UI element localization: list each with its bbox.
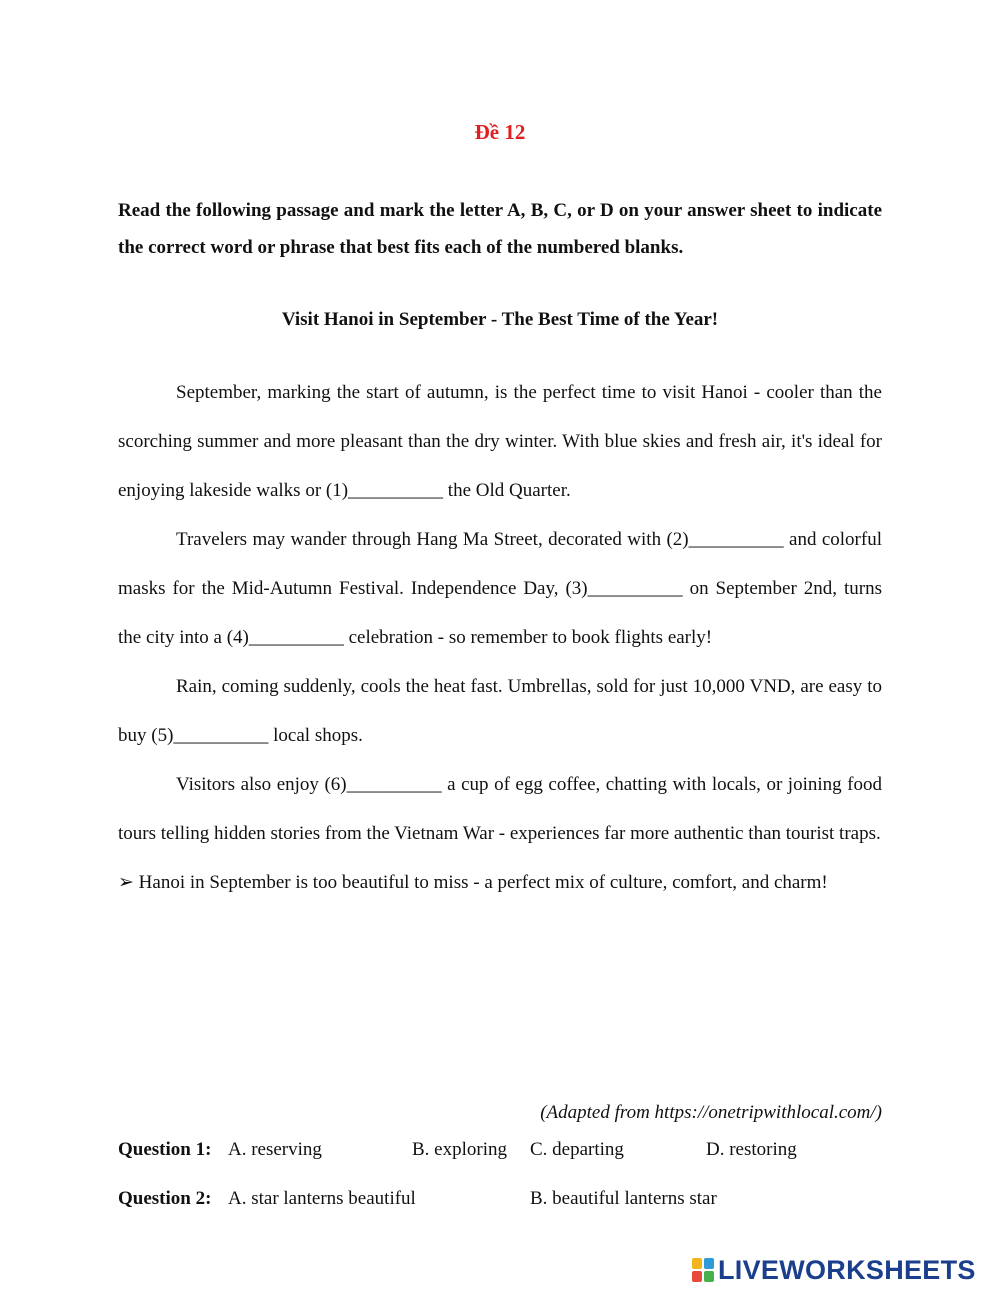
option-b[interactable]: B. exploring bbox=[412, 1139, 507, 1160]
option-a[interactable]: A. reserving bbox=[228, 1139, 322, 1160]
instruction-text: Read the following passage and mark the letter A, B, C, or D on your answer sheet to indicate the correct word or phrase that best fits each of the numbered blanks. bbox=[118, 200, 882, 258]
option-b[interactable]: B. beautiful lanterns star bbox=[530, 1188, 717, 1209]
page-title: Đề 12 bbox=[474, 120, 526, 144]
source-citation: (Adapted from https://onetripwithlocal.com/) bbox=[540, 1102, 882, 1123]
question-1 bbox=[118, 1134, 882, 1166]
question-label: Question 1: bbox=[118, 1139, 212, 1160]
logo-text: LIVEWORKSHEETS bbox=[718, 1255, 976, 1285]
question-label: Question 2: bbox=[118, 1188, 212, 1209]
question-2 bbox=[118, 1183, 882, 1215]
passage bbox=[118, 368, 882, 907]
passage-title: Visit Hanoi in September - The Best Time of the Year! bbox=[281, 309, 719, 330]
option-c[interactable]: C. departing bbox=[530, 1139, 624, 1160]
option-a[interactable]: A. star lanterns beautiful bbox=[228, 1188, 416, 1209]
liveworksheets-logo bbox=[692, 1254, 992, 1286]
paragraph-conclusion: ➢ Hanoi in September is too beautiful to miss - a perfect mix of culture, comfort, and charm! bbox=[118, 872, 828, 893]
paragraph-2: Travelers may wander through Hang Ma Street, decorated with (2)__________ and colorful masks for the Mid-Autumn Festival. Independence Day, (3)__________ on September 2nd, turns the city into a (4)__________ celebration - so remember to book flights early! bbox=[118, 529, 882, 648]
paragraph-3: Rain, coming suddenly, cools the heat fast. Umbrellas, sold for just 10,000 VND, are easy to buy (5)__________ local shops. bbox=[118, 676, 882, 746]
option-d[interactable]: D. restoring bbox=[706, 1139, 797, 1160]
paragraph-4: Visitors also enjoy (6)__________ a cup of egg coffee, chatting with locals, or joining food tours telling hidden stories from the Vietnam War - experiences far more authentic than tourist traps. bbox=[118, 774, 882, 844]
paragraph-1: September, marking the start of autumn, is the perfect time to visit Hanoi - cooler than the scorching summer and more pleasant than the dry winter. With blue skies and fresh air, it's ideal for enjoying lakeside walks or (1)__________ the Old Quarter. bbox=[118, 382, 882, 501]
logo-mark-icon bbox=[692, 1258, 714, 1282]
